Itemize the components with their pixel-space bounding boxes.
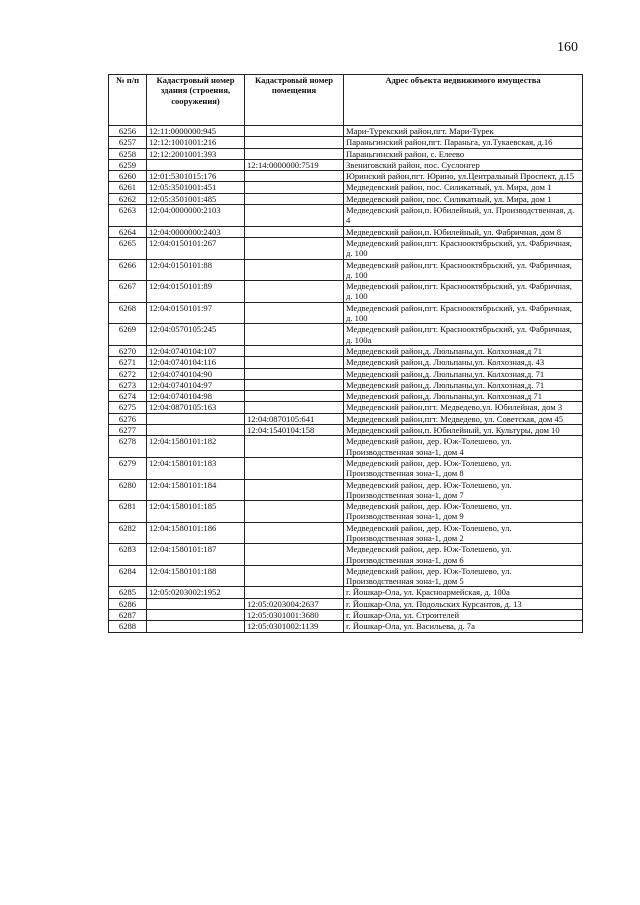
table-row bbox=[109, 565, 583, 587]
row-number-cell: 6276 bbox=[109, 413, 147, 424]
row-number-cell: 6275 bbox=[109, 402, 147, 413]
building-cadastral-cell: 12:04:1580101:187 bbox=[147, 544, 245, 566]
address-cell: Звениговский район, пос. Суслонгер bbox=[344, 159, 583, 170]
row-number-cell: 6256 bbox=[109, 126, 147, 137]
building-cadastral-cell: 12:11:0000000:945 bbox=[147, 126, 245, 137]
row-number-cell: 6263 bbox=[109, 205, 147, 227]
row-number-cell: 6261 bbox=[109, 182, 147, 193]
address-cell: г. Йошкар-Ола, ул. Васильева, д. 7а bbox=[344, 621, 583, 632]
room-cadastral-cell bbox=[245, 281, 344, 303]
row-number-cell: 6274 bbox=[109, 391, 147, 402]
building-cadastral-cell: 12:05:3501001:451 bbox=[147, 182, 245, 193]
row-number-cell: 6262 bbox=[109, 193, 147, 204]
table-row bbox=[109, 281, 583, 303]
table-row bbox=[109, 237, 583, 259]
row-number-cell: 6266 bbox=[109, 259, 147, 281]
room-cadastral-cell bbox=[245, 345, 344, 356]
row-number-cell: 6278 bbox=[109, 436, 147, 458]
room-cadastral-cell bbox=[245, 544, 344, 566]
address-cell: Медведевский район, дер. Юж-Толешево, ул. Производственная зона-1, дом 7 bbox=[344, 479, 583, 501]
room-cadastral-cell bbox=[245, 587, 344, 598]
page-number: 160 bbox=[557, 40, 578, 55]
room-cadastral-cell: 12:05:0301002:1139 bbox=[245, 621, 344, 632]
room-cadastral-cell bbox=[245, 126, 344, 137]
room-cadastral-cell: 12:04:0870105:641 bbox=[245, 413, 344, 424]
row-number-cell: 6286 bbox=[109, 598, 147, 609]
building-cadastral-cell bbox=[147, 413, 245, 424]
table-row bbox=[109, 137, 583, 148]
address-cell: Медведевский район,п. Юбилейный, ул. Производственная, д. 4 bbox=[344, 205, 583, 227]
header-row-number: № п/п bbox=[109, 75, 147, 126]
address-cell: Медведевский район,пгт. Медведево, ул. Советская, дом 45 bbox=[344, 413, 583, 424]
table-row bbox=[109, 324, 583, 346]
building-cadastral-cell: 12:04:0150101:88 bbox=[147, 259, 245, 281]
room-cadastral-cell bbox=[245, 237, 344, 259]
address-cell: Медведевский район,д. Люльпаны,ул. Колхозная,д 71 bbox=[344, 391, 583, 402]
row-number-cell: 6279 bbox=[109, 457, 147, 479]
building-cadastral-cell: 12:04:0740104:98 bbox=[147, 391, 245, 402]
property-registry-table bbox=[108, 74, 583, 633]
address-cell: Параньгинский район,пгт. Параньга, ул.Тукаевская, д.16 bbox=[344, 137, 583, 148]
address-cell: Мари-Турекский район,пгт. Мари-Турек bbox=[344, 126, 583, 137]
building-cadastral-cell: 12:04:0150101:97 bbox=[147, 302, 245, 324]
room-cadastral-cell bbox=[245, 193, 344, 204]
room-cadastral-cell bbox=[245, 457, 344, 479]
row-number-cell: 6284 bbox=[109, 565, 147, 587]
building-cadastral-cell: 12:04:1580101:185 bbox=[147, 501, 245, 523]
row-number-cell: 6271 bbox=[109, 357, 147, 368]
room-cadastral-cell: 12:05:0203004:2637 bbox=[245, 598, 344, 609]
address-cell: Медведевский район,пгт. Краснооктябрьский, ул. Фабричная, д. 100 bbox=[344, 281, 583, 303]
address-cell: Параньгинский район, с. Елеево bbox=[344, 148, 583, 159]
building-cadastral-cell: 12:12:2001001:393 bbox=[147, 148, 245, 159]
address-cell: г. Йошкар-Ола, ул. Подольских Курсантов, д. 13 bbox=[344, 598, 583, 609]
building-cadastral-cell: 12:04:0150101:267 bbox=[147, 237, 245, 259]
table-row bbox=[109, 345, 583, 356]
building-cadastral-cell: 12:04:0740104:97 bbox=[147, 379, 245, 390]
table-row bbox=[109, 522, 583, 544]
row-number-cell: 6277 bbox=[109, 425, 147, 436]
table-row bbox=[109, 368, 583, 379]
row-number-cell: 6282 bbox=[109, 522, 147, 544]
table-row bbox=[109, 302, 583, 324]
table-row bbox=[109, 171, 583, 182]
table-row bbox=[109, 357, 583, 368]
building-cadastral-cell bbox=[147, 621, 245, 632]
room-cadastral-cell bbox=[245, 565, 344, 587]
table-header bbox=[109, 75, 583, 126]
table-row bbox=[109, 413, 583, 424]
table-row bbox=[109, 259, 583, 281]
address-cell: Медведевский район,д. Люльпаны,ул. Колхозная,д. 71 bbox=[344, 379, 583, 390]
room-cadastral-cell bbox=[245, 137, 344, 148]
table-row bbox=[109, 379, 583, 390]
header-address: Адрес объекта недвижимого имущества bbox=[344, 75, 583, 126]
building-cadastral-cell: 12:04:1580101:183 bbox=[147, 457, 245, 479]
room-cadastral-cell bbox=[245, 226, 344, 237]
room-cadastral-cell bbox=[245, 205, 344, 227]
building-cadastral-cell bbox=[147, 159, 245, 170]
building-cadastral-cell: 12:04:1580101:186 bbox=[147, 522, 245, 544]
building-cadastral-cell: 12:04:0570105:245 bbox=[147, 324, 245, 346]
building-cadastral-cell: 12:04:1580101:182 bbox=[147, 436, 245, 458]
room-cadastral-cell bbox=[245, 324, 344, 346]
row-number-cell: 6270 bbox=[109, 345, 147, 356]
table-row bbox=[109, 205, 583, 227]
building-cadastral-cell bbox=[147, 610, 245, 621]
room-cadastral-cell bbox=[245, 182, 344, 193]
row-number-cell: 6272 bbox=[109, 368, 147, 379]
room-cadastral-cell: 12:04:1540104:158 bbox=[245, 425, 344, 436]
building-cadastral-cell: 12:04:0740104:90 bbox=[147, 368, 245, 379]
building-cadastral-cell: 12:05:3501001:485 bbox=[147, 193, 245, 204]
room-cadastral-cell bbox=[245, 357, 344, 368]
row-number-cell: 6269 bbox=[109, 324, 147, 346]
header-room-cadastral: Кадастровый номер помещения bbox=[245, 75, 344, 126]
table-row bbox=[109, 436, 583, 458]
table-row bbox=[109, 182, 583, 193]
building-cadastral-cell: 12:12:1001001:216 bbox=[147, 137, 245, 148]
building-cadastral-cell: 12:04:0870105:163 bbox=[147, 402, 245, 413]
room-cadastral-cell bbox=[245, 171, 344, 182]
row-number-cell: 6287 bbox=[109, 610, 147, 621]
address-cell: Медведевский район,д. Люльпаны,ул. Колхозная,д. 43 bbox=[344, 357, 583, 368]
address-cell: Медведевский район,д. Люльпаны,ул. Колхозная,д 71 bbox=[344, 345, 583, 356]
table-row bbox=[109, 148, 583, 159]
address-cell: Медведевский район,п. Юбилейный, ул. Фабричная, дом 8 bbox=[344, 226, 583, 237]
row-number-cell: 6268 bbox=[109, 302, 147, 324]
table-row bbox=[109, 610, 583, 621]
row-number-cell: 6288 bbox=[109, 621, 147, 632]
table-row bbox=[109, 544, 583, 566]
room-cadastral-cell: 12:05:0301001:3680 bbox=[245, 610, 344, 621]
room-cadastral-cell bbox=[245, 522, 344, 544]
row-number-cell: 6283 bbox=[109, 544, 147, 566]
table-row bbox=[109, 479, 583, 501]
row-number-cell: 6280 bbox=[109, 479, 147, 501]
address-cell: Медведевский район, дер. Юж-Толешево, ул. Производственная зона-1, дом 5 bbox=[344, 565, 583, 587]
room-cadastral-cell bbox=[245, 379, 344, 390]
table-row bbox=[109, 391, 583, 402]
address-cell: г. Йошкар-Ола, ул. Строителей bbox=[344, 610, 583, 621]
building-cadastral-cell: 12:05:0203002:1952 bbox=[147, 587, 245, 598]
table-row bbox=[109, 159, 583, 170]
row-number-cell: 6258 bbox=[109, 148, 147, 159]
address-cell: Юринский район,пгт. Юрино, ул.Центральный Проспект, д.15 bbox=[344, 171, 583, 182]
room-cadastral-cell: 12:14:0000000:7519 bbox=[245, 159, 344, 170]
table-row bbox=[109, 193, 583, 204]
building-cadastral-cell bbox=[147, 425, 245, 436]
table-row bbox=[109, 226, 583, 237]
table-row bbox=[109, 587, 583, 598]
room-cadastral-cell bbox=[245, 368, 344, 379]
address-cell: г. Йошкар-Ола, ул. Красноармейская, д. 100а bbox=[344, 587, 583, 598]
address-cell: Медведевский район, дер. Юж-Толешево, ул. Производственная зона-1, дом 8 bbox=[344, 457, 583, 479]
row-number-cell: 6273 bbox=[109, 379, 147, 390]
address-cell: Медведевский район, пос. Силикатный, ул. Мира, дом 1 bbox=[344, 182, 583, 193]
table-row bbox=[109, 501, 583, 523]
table-body bbox=[109, 126, 583, 633]
table-row bbox=[109, 126, 583, 137]
room-cadastral-cell bbox=[245, 501, 344, 523]
building-cadastral-cell: 12:04:1580101:188 bbox=[147, 565, 245, 587]
row-number-cell: 6267 bbox=[109, 281, 147, 303]
building-cadastral-cell: 12:04:0150101:89 bbox=[147, 281, 245, 303]
table-row bbox=[109, 457, 583, 479]
building-cadastral-cell: 12:04:0740104:107 bbox=[147, 345, 245, 356]
row-number-cell: 6264 bbox=[109, 226, 147, 237]
row-number-cell: 6265 bbox=[109, 237, 147, 259]
address-cell: Медведевский район,пгт. Краснооктябрьский, ул. Фабричная, д. 100 bbox=[344, 259, 583, 281]
address-cell: Медведевский район,д. Люльпаны,ул. Колхозная,д. 71 bbox=[344, 368, 583, 379]
room-cadastral-cell bbox=[245, 302, 344, 324]
building-cadastral-cell: 12:04:0000000:2103 bbox=[147, 205, 245, 227]
table-row bbox=[109, 402, 583, 413]
row-number-cell: 6260 bbox=[109, 171, 147, 182]
address-cell: Медведевский район,пгт. Краснооктябрьский, ул. Фабричная, д. 100а bbox=[344, 324, 583, 346]
address-cell: Медведевский район,п. Юбилейный, ул. Культуры, дом 10 bbox=[344, 425, 583, 436]
room-cadastral-cell bbox=[245, 479, 344, 501]
row-number-cell: 6285 bbox=[109, 587, 147, 598]
building-cadastral-cell bbox=[147, 598, 245, 609]
room-cadastral-cell bbox=[245, 259, 344, 281]
address-cell: Медведевский район,пгт. Краснооктябрьский, ул. Фабричная, д. 100 bbox=[344, 237, 583, 259]
table-row bbox=[109, 621, 583, 632]
table-row bbox=[109, 598, 583, 609]
table-row bbox=[109, 425, 583, 436]
row-number-cell: 6257 bbox=[109, 137, 147, 148]
row-number-cell: 6281 bbox=[109, 501, 147, 523]
address-cell: Медведевский район, дер. Юж-Толешево, ул. Производственная зона-1, дом 6 bbox=[344, 544, 583, 566]
building-cadastral-cell: 12:04:0000000:2403 bbox=[147, 226, 245, 237]
address-cell: Медведевский район,пгт. Краснооктябрьский, ул. Фабричная, д. 100 bbox=[344, 302, 583, 324]
room-cadastral-cell bbox=[245, 148, 344, 159]
row-number-cell: 6259 bbox=[109, 159, 147, 170]
room-cadastral-cell bbox=[245, 402, 344, 413]
building-cadastral-cell: 12:04:0740104:116 bbox=[147, 357, 245, 368]
building-cadastral-cell: 12:01:5301015:176 bbox=[147, 171, 245, 182]
address-cell: Медведевский район, пос. Силикатный, ул. Мира, дом 1 bbox=[344, 193, 583, 204]
address-cell: Медведевский район, дер. Юж-Толешево, ул. Производственная зона-1, дом 4 bbox=[344, 436, 583, 458]
address-cell: Медведевский район, дер. Юж-Толешево, ул. Производственная зона-1, дом 9 bbox=[344, 501, 583, 523]
header-building-cadastral: Кадастровый номер здания (строения, сооружения) bbox=[147, 75, 245, 126]
room-cadastral-cell bbox=[245, 436, 344, 458]
room-cadastral-cell bbox=[245, 391, 344, 402]
address-cell: Медведевский район,пгт. Медведево,ул. Юбилейная, дом 3 bbox=[344, 402, 583, 413]
address-cell: Медведевский район, дер. Юж-Толешево, ул. Производственная зона-1, дом 2 bbox=[344, 522, 583, 544]
building-cadastral-cell: 12:04:1580101:184 bbox=[147, 479, 245, 501]
